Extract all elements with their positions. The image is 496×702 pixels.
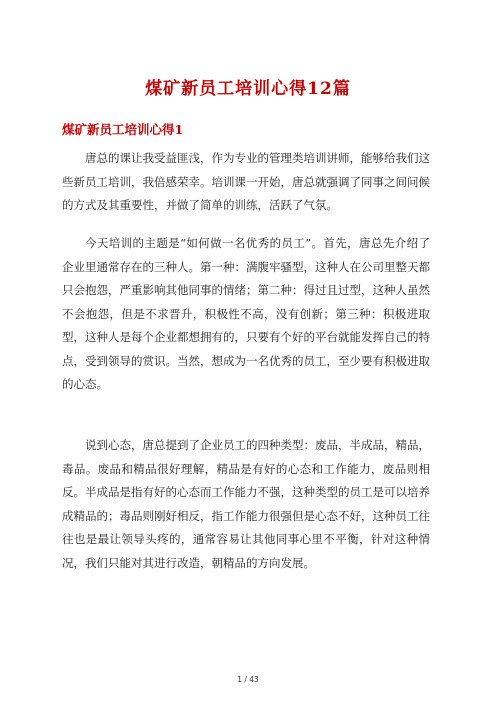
- document-title: 煤矿新员工培训心得12篇: [145, 79, 351, 99]
- paragraph: 今天培训的主题是“如何做一名优秀的员工”。首先，唐总先介绍了企业里通常存在的三种人。第一种：满腹牢骚型，这种人在公司里整天都只会抱怨，严重影响其他同事的情绪；第二种：得过且过型，这种人虽然不会抱怨，但是不求晋升，积极性不高，没有创新；第三种：积极进取型，这种人是每个企业都想拥有的，只要有个好的平台就能发挥自己的特点，受到领导的赏识。当然，想成为一名优秀的员工，至少要有积极进取的心态。: [62, 236, 430, 391]
- paragraph: 说到心态，唐总提到了企业员工的四种类型：废品，半成品，精品，毒品。废品和精品很好理解，精品是有好的心态和工作能力，废品则相反。半成品是指有好的心态而工作能力不强，这种类型的员工是可以培养成精品的；毒品则刚好相反，指工作能力很强但是心态不好，这种员工往往也是最让领导头疼的，通常容易让其他同事心里不平衡，针对这种情况，我们只能对其进行改造，朝精品的方向发展。: [62, 438, 430, 570]
- section-heading: 煤矿新员工培训心得1: [62, 122, 184, 137]
- paragraph: 唐总的课让我受益匪浅，作为专业的管理类培训讲师，能够给我们这些新员工培训，我倍感荣幸。培训课一开始，唐总就强调了同事之间问候的方式及其重要性，并做了简单的训练，活跃了气氛。: [62, 151, 430, 212]
- page-number: 1 / 43: [237, 675, 259, 684]
